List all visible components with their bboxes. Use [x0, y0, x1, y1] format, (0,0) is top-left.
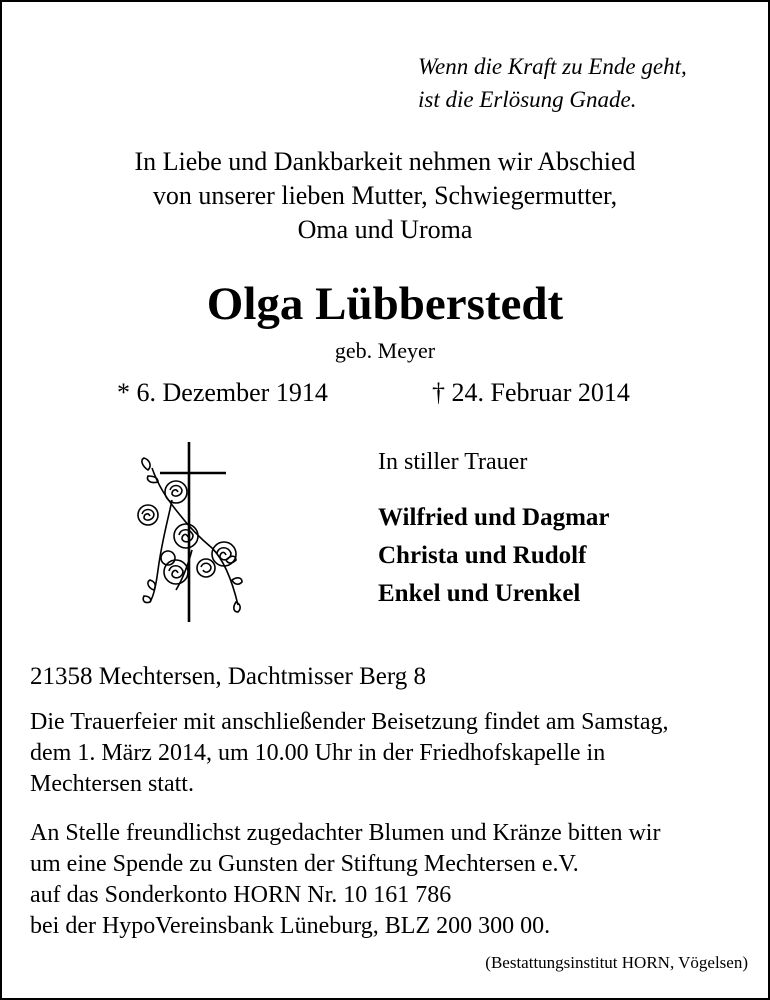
- motto-line: ist die Erlösung Gnade.: [418, 87, 637, 112]
- death-date: † 24. Februar 2014: [432, 378, 630, 407]
- mourners-list: [378, 499, 610, 613]
- mourning-intro: In stiller Trauer: [378, 449, 528, 475]
- mourner-entry: Enkel und Urenkel: [378, 580, 581, 607]
- funeral-notice: [30, 707, 668, 800]
- mourner-entry: Christa und Rudolf: [378, 542, 587, 569]
- motto: [418, 50, 687, 116]
- undertaker-credit: (Bestattungsinstitut HORN, Vögelsen): [485, 953, 748, 972]
- donation-notice-line: An Stelle freundlichst zugedachter Blumen und Kränze bitten wir: [30, 820, 661, 846]
- funeral-notice-line: Die Trauerfeier mit anschließender Beisetzung findet am Samstag,: [30, 709, 669, 735]
- deceased-name: Olga Lübberstedt: [206, 278, 564, 330]
- cross-with-roses-icon: [128, 440, 268, 625]
- motto-line: Wenn die Kraft zu Ende geht,: [418, 54, 687, 79]
- intro-line: In Liebe und Dankbarkeit nehmen wir Abschied: [134, 147, 636, 176]
- funeral-notice-line: dem 1. März 2014, um 10.00 Uhr in der Friedhofskapelle in: [30, 740, 606, 766]
- donation-notice-line: um eine Spende zu Gunsten der Stiftung Mechtersen e.V.: [30, 851, 579, 877]
- mourner-entry: Wilfried und Dagmar: [378, 504, 610, 531]
- birth-date: * 6. Dezember 1914: [117, 378, 328, 407]
- intro-text: [0, 145, 770, 247]
- donation-notice-line: bei der HypoVereinsbank Lüneburg, BLZ 200 300 00.: [30, 913, 551, 939]
- maiden-name: geb. Meyer: [334, 338, 436, 363]
- donation-notice-line: auf das Sonderkonto HORN Nr. 10 161 786: [30, 882, 452, 908]
- intro-line: von unserer lieben Mutter, Schwiegermutter,: [152, 181, 618, 210]
- funeral-notice-line: Mechtersen statt.: [30, 771, 194, 797]
- intro-line: Oma und Uroma: [297, 215, 473, 244]
- family-address: 21358 Mechtersen, Dachtmisser Berg 8: [30, 663, 426, 690]
- donation-notice: [30, 818, 660, 942]
